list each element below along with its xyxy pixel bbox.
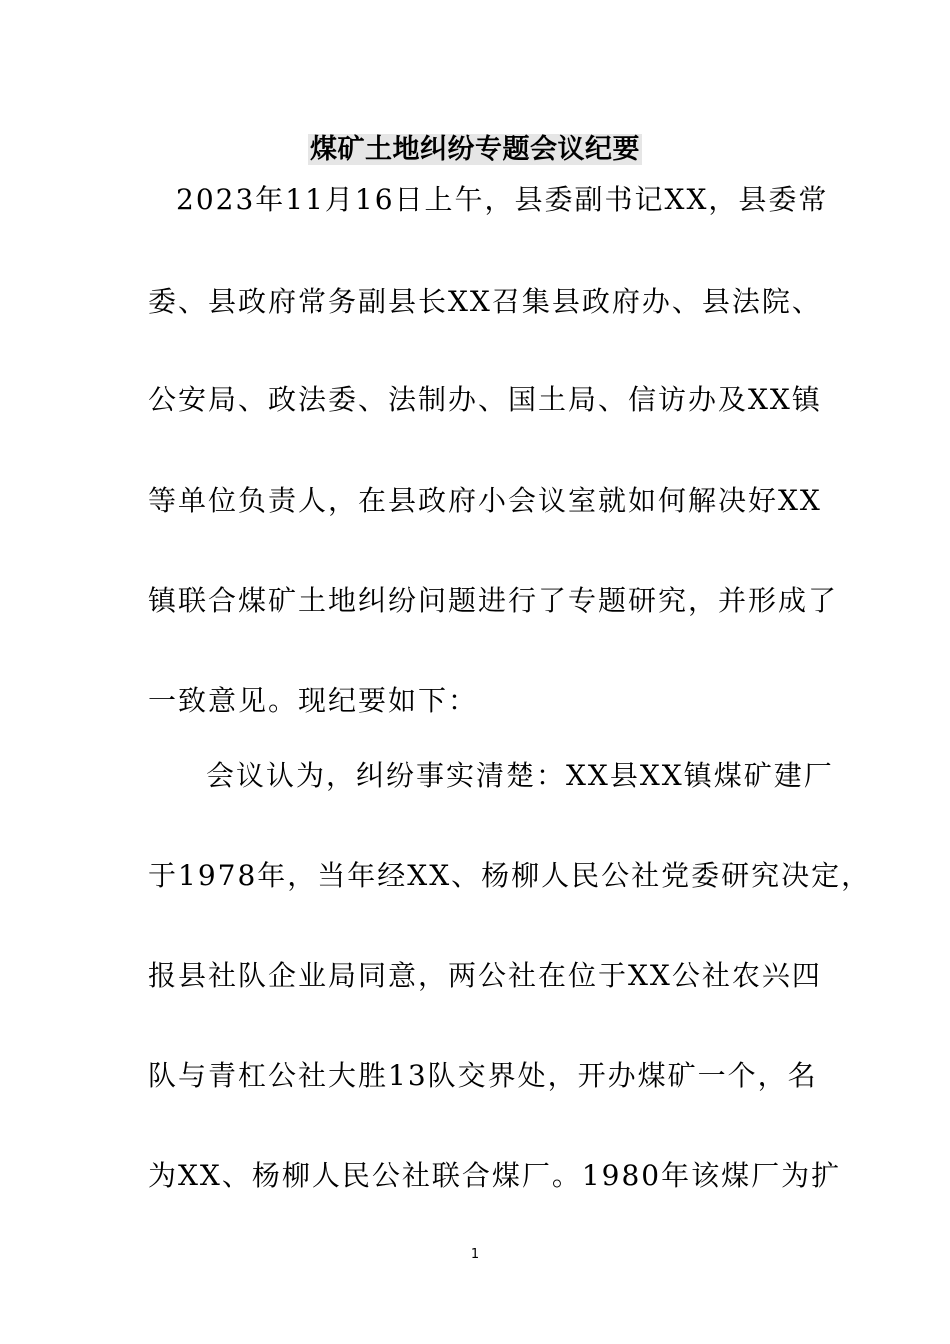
paragraph-line: 队与青杠公社大胜13队交界处，开办煤矿一个，名 <box>148 1059 818 1092</box>
paragraph-line: 一致意见。现纪要如下： <box>148 684 479 717</box>
paragraph-line: 镇联合煤矿土地纠纷问题进行了专题研究，并形成了 <box>148 584 839 617</box>
paragraph-line: 会议认为，纠纷事实清楚：XX县XX镇煤矿建厂 <box>206 759 834 792</box>
paragraph-line: 为XX、杨柳人民公社联合煤厂。1980年该煤厂为扩 <box>148 1159 842 1192</box>
paragraph-line: 报县社队企业局同意，两公社在位于XX公社农兴四 <box>148 959 822 992</box>
paragraph-line: 于1978年，当年经XX、杨柳人民公社党委研究决定， <box>148 859 872 892</box>
document-title-text: 煤矿土地纠纷专题会议纪要 <box>310 134 640 165</box>
paragraph-line: 委、县政府常务副县长XX召集县政府办、县法院、 <box>148 285 822 318</box>
paragraph-line: 公安局、政法委、法制办、国土局、信访办及XX镇 <box>148 383 822 416</box>
page-number: 1 <box>470 1247 480 1262</box>
document-title <box>0 132 950 168</box>
paragraph-line: 等单位负责人，在县政府小会议室就如何解决好XX <box>148 484 822 517</box>
paragraph-line: 2023年11月16日上午，县委副书记XX，县委常 <box>176 183 829 216</box>
